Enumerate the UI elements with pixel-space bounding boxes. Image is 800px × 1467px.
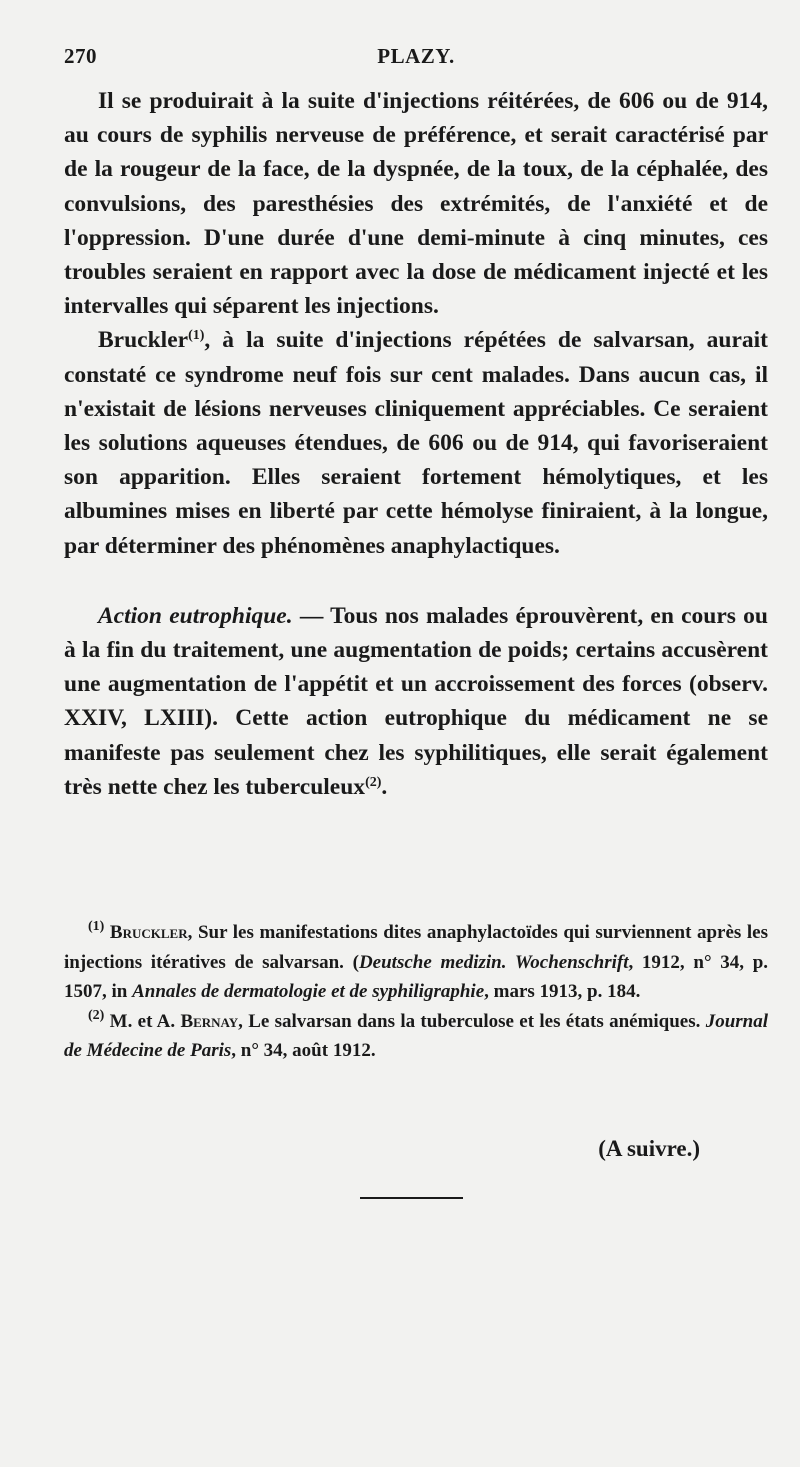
footnote-ref-2: (2) bbox=[365, 774, 382, 790]
paragraph-2-text: , à la suite d'injections répétées de salvarsan, aurait constaté ce syndrome neuf fois sur cent malades. Dans aucun cas, il n'existait de lésions nerveuses cliniquement appréciables. Ce seraient les solutions aqueuses étendues, de 606 ou de 914, qui favoriseraient son apparition. Elles seraient fortement hémolytiques, et les albumines mises en liberté par cette hémolyse finiraient, à la longue, par déterminer des phénomènes anaphylactiques. bbox=[64, 327, 768, 559]
footnote-2-text-a: M. et A. bbox=[109, 1010, 181, 1032]
footnote-2-journal: Journal de Médecine de Paris bbox=[64, 1010, 769, 1061]
footnotes bbox=[64, 918, 768, 1066]
footnote-1-text-3: , mars 1913, p. 184. bbox=[484, 981, 641, 1002]
footnote-ref-1: (1) bbox=[188, 328, 205, 344]
footnote-1-mark: (1) bbox=[88, 919, 105, 934]
section-title: Action eutrophique. bbox=[98, 602, 293, 629]
paragraph-3 bbox=[64, 599, 768, 804]
main-text bbox=[64, 84, 768, 804]
footnote-1-journal: Deutsche medizin. Wochenschrift bbox=[358, 951, 629, 973]
footnote-2-mark: (2) bbox=[88, 1007, 105, 1023]
footnote-1-text-2: , 1912, n° 34, p. 1507, in bbox=[64, 951, 769, 1002]
footnote-1-author: Bruckler bbox=[109, 922, 188, 943]
footnote-2-text: , Le salvarsan dans la tuberculose et les états anémiques. bbox=[238, 1010, 706, 1032]
paragraph-3-end: . bbox=[381, 773, 388, 800]
paragraph-1: Il se produirait à la suite d'injections réitérées, de 606 ou de 914, au cours de syphilis nerveuse de préférence, et serait caractérisé par de la rougeur de la face, de la dyspnée, de la toux, de la céphalée, des convulsions, des paresthésies des extrémités, de l'anxiété et de l'oppression. D'une durée d'une demi-minute à cinq minutes, ces troubles seraient en rapport avec la dose de médicament injecté et les intervalles qui séparent les injections. bbox=[64, 88, 768, 320]
page-header bbox=[64, 44, 768, 74]
footnote-2 bbox=[64, 1007, 768, 1066]
paragraph-2 bbox=[64, 323, 768, 562]
page-number: 270 bbox=[64, 44, 97, 68]
end-rule bbox=[360, 1197, 463, 1199]
footnote-1 bbox=[64, 918, 768, 1007]
footnote-1-text: , Sur les manifestations dites anaphylactoïdes qui surviennent après les injections itératives de salvarsan. ( bbox=[64, 922, 768, 973]
author-name: Bruckler bbox=[98, 327, 189, 354]
continuation-note: (A suivre.) bbox=[598, 1136, 700, 1161]
footnote-2-text-2: , n° 34, août 1912. bbox=[231, 1040, 376, 1061]
footnote-2-author: Bernay bbox=[180, 1010, 239, 1032]
paragraph-3-text: — Tous nos malades éprouvèrent, en cours ou à la fin du traitement, une augmentation de poids; certains accusèrent une augmentation de l'appétit et un accroissement des forces (observ. XXIV, LXIII). Cette action eutrophique du médicament ne se manifeste pas seulement chez les syphilitiques, elle serait également très nette chez les tuberculeux bbox=[64, 602, 768, 800]
footnote-1-journal-2: Annales de dermatologie et de syphiligraphie bbox=[132, 981, 485, 1002]
running-head: PLAZY. bbox=[377, 44, 455, 68]
